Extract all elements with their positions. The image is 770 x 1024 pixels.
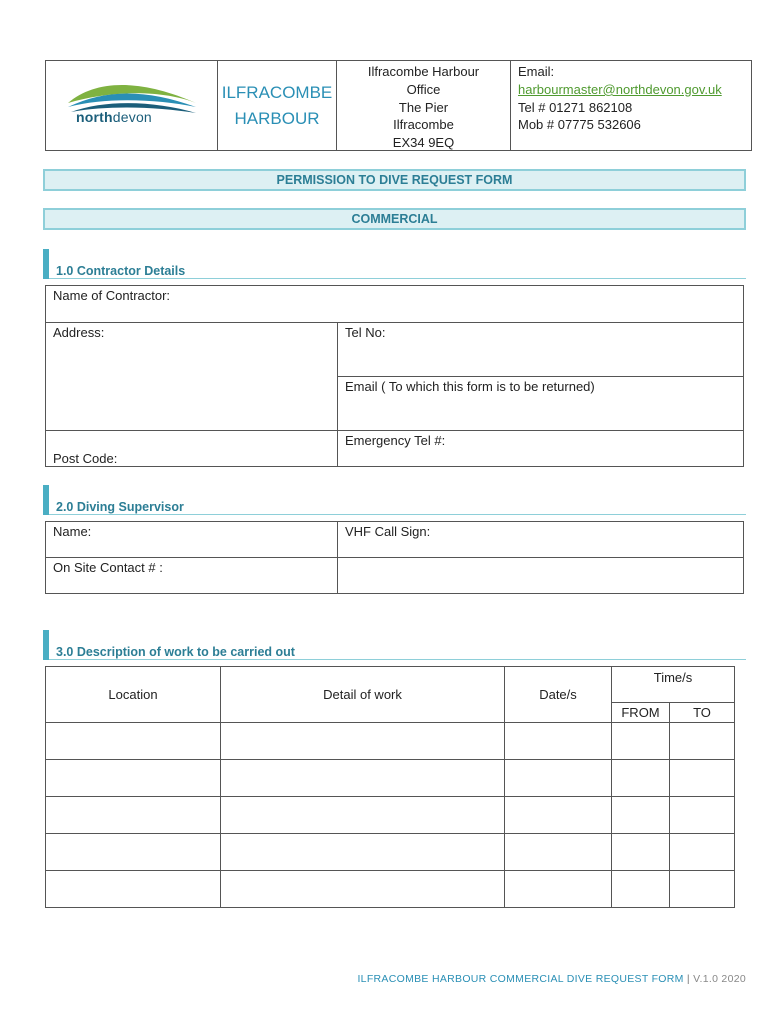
section-marker — [43, 485, 49, 515]
field-label: Name of Contractor: — [53, 288, 171, 303]
detail-cell[interactable] — [221, 723, 505, 760]
onsite-contact-value-field[interactable] — [338, 558, 744, 594]
to-cell[interactable] — [670, 723, 735, 760]
location-cell[interactable] — [46, 834, 221, 871]
postcode-field[interactable] — [46, 431, 338, 467]
email-label: Email: — [518, 64, 555, 79]
col-from-header: FROM — [612, 703, 670, 723]
address-field[interactable] — [46, 323, 338, 431]
section-title: 1.0 Contractor Details — [56, 264, 186, 278]
location-cell[interactable] — [46, 723, 221, 760]
contractor-table — [45, 285, 744, 467]
address-line: Ilfracombe — [393, 117, 454, 133]
field-label: Name: — [53, 524, 92, 539]
section-title: 2.0 Diving Supervisor — [56, 500, 184, 514]
from-cell[interactable] — [612, 760, 670, 797]
contact-details — [511, 61, 751, 150]
logo-wordmark — [76, 109, 152, 125]
from-cell[interactable] — [612, 871, 670, 908]
logo-bold: north — [76, 109, 113, 125]
contractor-name-field[interactable] — [46, 286, 744, 323]
dates-cell[interactable] — [505, 760, 612, 797]
location-cell[interactable] — [46, 871, 221, 908]
field-label: Emergency Tel #: — [345, 433, 446, 448]
office-name-line2: HARBOUR — [234, 108, 320, 128]
tel-field[interactable] — [338, 323, 744, 377]
logo-cell — [46, 61, 218, 150]
office-address — [337, 61, 511, 150]
emergency-tel-field[interactable] — [338, 431, 744, 467]
field-label: Post Code: — [53, 451, 118, 466]
section-rule — [49, 514, 746, 515]
logo-light: devon — [112, 109, 152, 125]
section-contractor-heading — [43, 249, 746, 279]
address-line: Ilfracombe Harbour — [367, 64, 480, 79]
section-supervisor-heading — [43, 485, 746, 515]
col-times-header: Time/s — [612, 667, 735, 703]
to-cell[interactable] — [670, 871, 735, 908]
field-label: Address: — [53, 325, 105, 340]
section-rule — [49, 278, 746, 279]
col-dates-header: Date/s — [505, 667, 612, 723]
office-name — [218, 61, 337, 150]
office-name-line1: ILFRACOMBE — [221, 82, 333, 102]
form-title-banner: PERMISSION TO DIVE REQUEST FORM — [43, 169, 746, 191]
north-devon-logo-icon — [46, 61, 218, 152]
email-field[interactable] — [338, 377, 744, 431]
table-row — [46, 834, 735, 871]
from-cell[interactable] — [612, 723, 670, 760]
field-label: VHF Call Sign: — [345, 524, 431, 539]
table-row — [46, 760, 735, 797]
to-cell[interactable] — [670, 797, 735, 834]
address-line: The Pier — [398, 99, 449, 115]
dates-cell[interactable] — [505, 797, 612, 834]
table-row — [46, 723, 735, 760]
work-table — [45, 666, 735, 908]
section-title: 3.0 Description of work to be carried out — [56, 645, 295, 659]
section-marker — [43, 630, 49, 660]
detail-cell[interactable] — [221, 760, 505, 797]
footer-title: ILFRACOMBE HARBOUR COMMERCIAL DIVE REQUEST FORM — [357, 973, 684, 985]
table-row — [46, 871, 735, 908]
header-table — [45, 60, 752, 151]
section-work-heading — [43, 630, 746, 660]
mob-number: Mob # 07775 532606 — [518, 117, 641, 133]
location-cell[interactable] — [46, 760, 221, 797]
dates-cell[interactable] — [505, 834, 612, 871]
location-cell[interactable] — [46, 797, 221, 834]
col-to-header: TO — [670, 703, 735, 723]
to-cell[interactable] — [670, 760, 735, 797]
address-line: EX34 9EQ — [392, 135, 455, 151]
from-cell[interactable] — [612, 797, 670, 834]
field-label: On Site Contact # : — [53, 560, 163, 575]
tel-number: Tel # 01271 862108 — [518, 99, 633, 115]
table-row — [46, 797, 735, 834]
field-label: Tel No: — [345, 325, 386, 340]
supervisor-name-field[interactable] — [46, 522, 338, 558]
col-location-header: Location — [46, 667, 221, 723]
email-link[interactable]: harbourmaster@northdevon.gov.uk — [518, 81, 722, 97]
footer-separator: | — [686, 973, 690, 985]
detail-cell[interactable] — [221, 871, 505, 908]
to-cell[interactable] — [670, 834, 735, 871]
vhf-call-sign-field[interactable] — [338, 522, 744, 558]
detail-cell[interactable] — [221, 797, 505, 834]
section-marker — [43, 249, 49, 279]
supervisor-table — [45, 521, 744, 594]
col-detail-header: Detail of work — [221, 667, 505, 723]
detail-cell[interactable] — [221, 834, 505, 871]
dates-cell[interactable] — [505, 723, 612, 760]
onsite-contact-field[interactable] — [46, 558, 338, 594]
section-rule — [49, 659, 746, 660]
field-label: Email ( To which this form is to be returned) — [345, 379, 595, 394]
from-cell[interactable] — [612, 834, 670, 871]
page-footer — [357, 973, 746, 985]
footer-version: V.1.0 2020 — [693, 973, 746, 985]
address-line: Office — [406, 81, 441, 97]
form-type-banner: COMMERCIAL — [43, 208, 746, 230]
dates-cell[interactable] — [505, 871, 612, 908]
